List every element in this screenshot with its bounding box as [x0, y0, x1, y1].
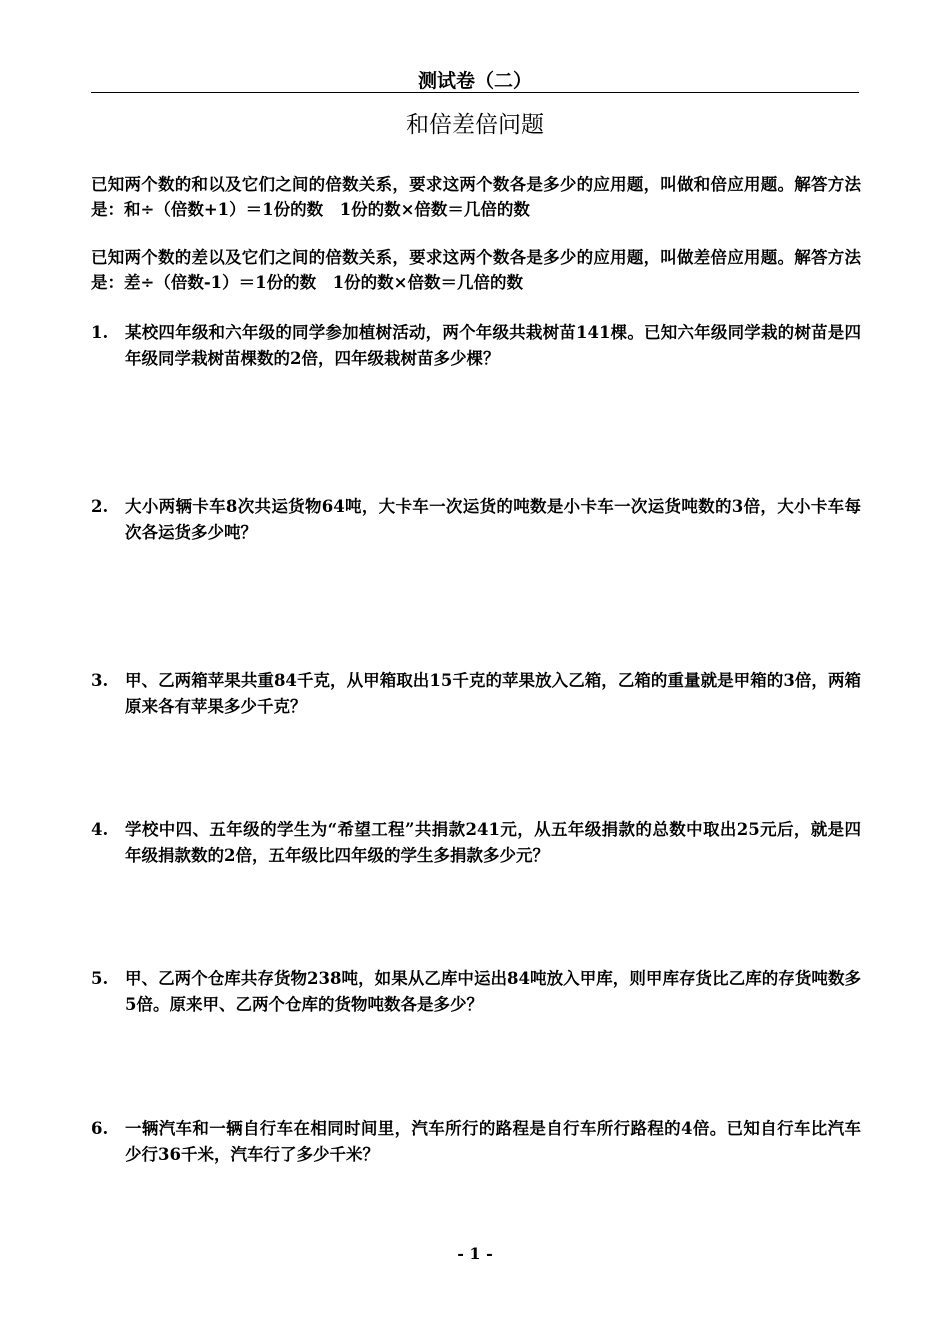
intro-paragraph-sum-multiple: 已知两个数的和以及它们之间的倍数关系，要求这两个数各是多少的应用题，叫做和倍应用题。解答方法是：和÷（倍数+1）＝1份的数 1份的数×倍数＝几倍的数 — [91, 175, 861, 219]
header-title: 测试卷（二） — [417, 70, 532, 92]
problem-item — [91, 320, 861, 372]
problem-item — [91, 966, 861, 1018]
problem-text: 大小两辆卡车8次共运货物64吨，大卡车一次运货的吨数是小卡车一次运货吨数的3倍，大小卡车每次各运货多少吨？ — [125, 497, 861, 542]
problem-number: 6. — [91, 1119, 109, 1138]
header-divider — [91, 92, 859, 93]
intro-paragraph-difference-multiple: 已知两个数的差以及它们之间的倍数关系，要求这两个数各是多少的应用题，叫做差倍应用题。解答方法是：差÷（倍数-1）＝1份的数 1份的数×倍数＝几倍的数 — [91, 248, 861, 292]
problem-item — [91, 817, 861, 869]
problem-item — [91, 1116, 861, 1168]
problem-item — [91, 494, 861, 546]
page-number: - 1 - — [457, 1244, 493, 1263]
problem-item — [91, 668, 861, 720]
problem-number: 2. — [91, 497, 109, 516]
problem-number: 3. — [91, 671, 109, 690]
problem-text: 甲、乙两个仓库共存货物238吨，如果从乙库中运出84吨放入甲库，则甲库存货比乙库的存货吨数多5倍。原来甲、乙两个仓库的货物吨数各是多少？ — [125, 969, 861, 1014]
problem-number: 5. — [91, 969, 109, 988]
problem-text: 甲、乙两箱苹果共重84千克，从甲箱取出15千克的苹果放入乙箱，乙箱的重量就是甲箱的3倍，两箱原来各有苹果多少千克？ — [125, 671, 861, 716]
problem-text: 学校中四、五年级的学生为“希望工程”共捐款241元，从五年级捐款的总数中取出25元后，就是四年级捐款数的2倍，五年级比四年级的学生多捐款多少元？ — [125, 820, 861, 865]
problem-number: 1. — [91, 323, 109, 342]
page-title: 和倍差倍问题 — [406, 112, 544, 138]
problem-text: 一辆汽车和一辆自行车在相同时间里，汽车所行的路程是自行车所行路程的4倍。已知自行车比汽车少行36千米，汽车行了多少千米？ — [125, 1119, 861, 1164]
problem-text: 某校四年级和六年级的同学参加植树活动，两个年级共栽树苗141棵。已知六年级同学栽的树苗是四年级同学栽树苗棵数的2倍，四年级栽树苗多少棵？ — [125, 323, 861, 368]
problem-number: 4. — [91, 820, 109, 839]
